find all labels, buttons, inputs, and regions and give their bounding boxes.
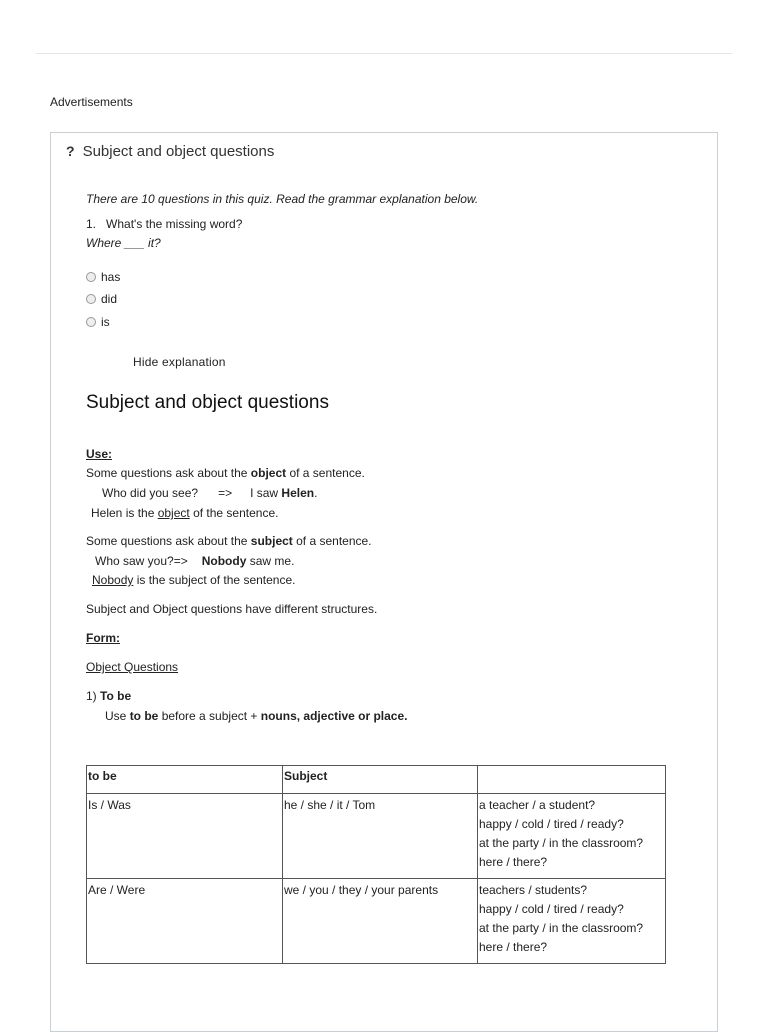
table-row	[87, 879, 666, 964]
option-did[interactable]	[86, 292, 117, 306]
explanation-title: Subject and object questions	[86, 392, 329, 413]
table-header-row	[87, 766, 666, 794]
option-has[interactable]	[86, 270, 120, 284]
table-header-cell: to be	[87, 766, 283, 794]
to-be-table	[86, 765, 666, 964]
table-cell-line: a teacher / a student?	[479, 798, 596, 812]
option-label: is	[101, 315, 110, 329]
table-row	[87, 794, 666, 879]
quiz-container	[50, 132, 718, 1032]
structures-line: Subject and Object questions have different structures.	[86, 602, 378, 616]
object-questions-heading: Object Questions	[86, 660, 179, 674]
table-cell: he / she / it / Tom	[283, 794, 478, 879]
hide-explanation-link[interactable]: Hide explanation	[133, 355, 226, 369]
object-intro-line: Some questions ask about the object of a sentence.	[86, 466, 365, 480]
option-label: did	[101, 292, 118, 306]
table-cell: Is / Was	[87, 794, 283, 879]
question-number: 1.	[86, 217, 97, 231]
form-heading: Form:	[86, 631, 120, 645]
table-cell: we / you / they / your parents	[283, 879, 478, 964]
question-line	[86, 217, 242, 231]
question-mark-icon: ?	[66, 143, 75, 159]
use-heading: Use:	[86, 447, 113, 461]
question-sentence: Where ___ it?	[86, 236, 161, 250]
table-cell-line: teachers / students?	[479, 883, 588, 897]
table-header-cell: Subject	[283, 766, 478, 794]
rule-one-text: Use to be before a subject + nouns, adjective or place.	[105, 709, 408, 723]
radio-button[interactable]	[86, 294, 96, 304]
subject-intro-line: Some questions ask about the subject of a sentence.	[86, 534, 372, 548]
radio-button[interactable]	[86, 272, 96, 282]
table-cell	[478, 794, 666, 879]
table-cell-line: at the party / in the classroom?	[479, 921, 644, 935]
table-cell	[478, 879, 666, 964]
subject-note: Nobody is the subject of the sentence.	[92, 573, 296, 587]
table-cell: Are / Were	[87, 879, 283, 964]
subject-example: Who saw you?=> Nobody saw me.	[95, 554, 295, 568]
advertisements-label: Advertisements	[50, 95, 133, 109]
rule-one-heading: 1) To be	[86, 689, 132, 703]
radio-button[interactable]	[86, 317, 96, 327]
quiz-intro: There are 10 questions in this quiz. Read the grammar explanation below.	[86, 192, 479, 206]
option-is[interactable]	[86, 315, 110, 329]
question-prompt: What's the missing word?	[106, 217, 243, 231]
table-cell-line: here / there?	[479, 855, 548, 869]
table-cell-line: happy / cold / tired / ready?	[479, 817, 624, 831]
quiz-header	[66, 143, 274, 160]
option-label: has	[101, 270, 121, 284]
table-cell-line: here / there?	[479, 940, 548, 954]
table-cell-line: happy / cold / tired / ready?	[479, 902, 624, 916]
object-note: Helen is the object of the sentence.	[91, 506, 279, 520]
top-divider	[36, 53, 732, 54]
table-cell-line: at the party / in the classroom?	[479, 836, 644, 850]
object-example: Who did you see? => I saw Helen.	[102, 486, 318, 500]
table-header-cell	[478, 766, 666, 794]
quiz-title: Subject and object questions	[82, 143, 275, 160]
